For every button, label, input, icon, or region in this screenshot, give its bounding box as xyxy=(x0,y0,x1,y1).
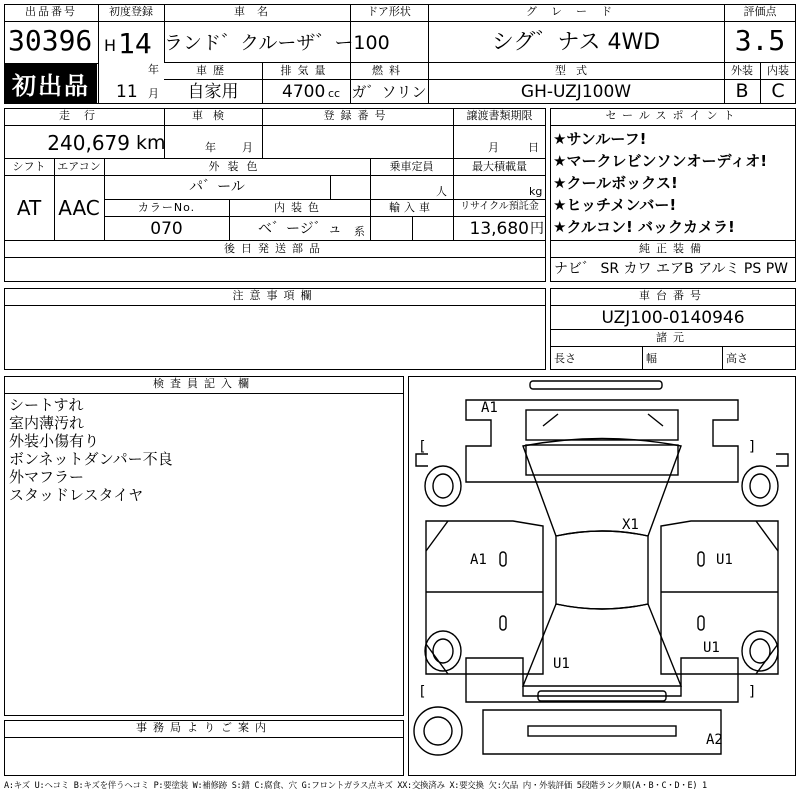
grade-label: グレード xyxy=(526,5,626,18)
displacement-unit: cc xyxy=(328,87,341,100)
inspection-year: 年 xyxy=(205,141,216,154)
inspector-note: スタッドレスタイヤ xyxy=(9,486,144,504)
later-parts-label: 後日発送部品 xyxy=(224,242,326,255)
capacity-unit: 人 xyxy=(436,185,447,198)
transfer-deadline-label: 譲渡書類期限 xyxy=(466,109,533,122)
fuel-value: ガ゛ソリン xyxy=(351,83,427,101)
sales-points-label: セールスポイント xyxy=(605,109,741,122)
model-label: 型式 xyxy=(555,64,597,77)
inspector-note: 外マフラー xyxy=(9,468,85,486)
car-name: ランド゛クルーザ゛ー100 xyxy=(164,32,390,54)
equipment-value: ナビ゛ SR カワ エアB アルミ PS PW xyxy=(554,261,788,277)
registration-month: 11 xyxy=(116,82,138,102)
exterior-color-label: 外装色 xyxy=(208,160,266,173)
year-unit: 年 xyxy=(148,63,159,76)
transfer-day: 日 xyxy=(528,141,539,154)
interior-color-value: ベ゛ージ゛ュ xyxy=(258,221,342,237)
inspector-notes-label: 検査員記入欄 xyxy=(153,377,255,390)
lot-number-label: 出品番号 xyxy=(25,5,77,18)
color-no-value: 070 xyxy=(150,219,183,239)
damage-mark-rear-right: U1 xyxy=(703,640,720,656)
first-listing-badge: 初出品 xyxy=(5,64,97,103)
inspector-note: 室内薄汚れ xyxy=(9,414,85,432)
shift-value: AT xyxy=(16,196,42,220)
era: H xyxy=(104,36,117,55)
damage-mark-front-left: A1 xyxy=(481,400,498,416)
exterior-label: 外装 xyxy=(731,64,753,77)
svg-text:]: ] xyxy=(748,439,757,455)
inspector-notes-list xyxy=(9,396,173,504)
fuel-label: 燃料 xyxy=(372,64,406,77)
sales-point-item: ★ヒッチメンバー! xyxy=(553,196,677,214)
sales-point-item: ★サンルーフ! xyxy=(553,130,647,148)
month-unit: 月 xyxy=(148,87,159,100)
recycle-value: 13,680 xyxy=(469,219,529,239)
sales-point-item: ★クールボックス! xyxy=(553,174,678,192)
lot-number: 30396 xyxy=(8,24,93,57)
svg-text:[: [ xyxy=(418,439,427,455)
equipment-label: 純正装備 xyxy=(639,242,707,255)
history-value: 自家用 xyxy=(187,82,239,102)
interior-color-unit: 系 xyxy=(354,225,365,238)
color-no-label: カラーNo. xyxy=(137,201,196,214)
recycle-unit: 円 xyxy=(530,221,544,237)
inspector-note: 外装小傷有り xyxy=(9,432,100,450)
score-label: 評価点 xyxy=(743,5,777,18)
car-name-label: 車名 xyxy=(234,5,280,18)
registration-year: 14 xyxy=(118,27,152,60)
model-value: GH-UZJ100W xyxy=(520,82,632,102)
score-value: 3.5 xyxy=(734,24,786,57)
capacity-label: 乗車定員 xyxy=(389,160,434,173)
mileage-unit: km xyxy=(136,132,166,154)
recycle-label: リサイクル預託金 xyxy=(460,201,539,212)
damage-mark-rear-bottom: A2 xyxy=(706,732,723,748)
length-label: 長さ xyxy=(554,352,576,365)
door-label: ドア形状 xyxy=(367,5,411,18)
specs-label: 諸元 xyxy=(656,331,690,344)
shift-label: シフト xyxy=(12,160,46,173)
inspection-label: 車検 xyxy=(192,109,234,122)
damage-mark-roof: X1 xyxy=(622,517,639,533)
damage-mark-right-door: U1 xyxy=(716,552,733,568)
reg-number-label: 登録番号 xyxy=(323,109,392,122)
car-damage-diagram xyxy=(408,376,796,776)
svg-text:]: ] xyxy=(748,684,757,700)
interior-label: 内装 xyxy=(767,64,789,77)
history-label: 車歴 xyxy=(196,64,230,77)
ac-label: エアコン xyxy=(57,160,101,173)
caution-label: 注意事項欄 xyxy=(232,289,318,302)
svg-text:[: [ xyxy=(418,684,427,700)
legend: A:キズ U:ヘコミ B:キズを伴うヘコミ P:要塗装 W:補修跡 S:錆 C:腐食、穴 G:フロントガラス点キズ XX:交換済み X:要交換 欠:欠品 内・外装評価 5段階ランク順(A・B・C・D・E) 1 xyxy=(4,781,707,791)
sales-points-list xyxy=(553,128,767,238)
damage-mark-rear-center: U1 xyxy=(553,656,570,672)
max-load-unit: kg xyxy=(529,185,543,198)
max-load-label: 最大積載量 xyxy=(472,160,527,173)
inspector-note: ボンネットダンパー不良 xyxy=(9,450,173,468)
mileage-value: 240,679 xyxy=(47,131,130,155)
interior-grade: C xyxy=(771,80,785,102)
chassis-label: 車台番号 xyxy=(639,289,707,302)
first-registration-label: 初度登録 xyxy=(109,5,153,18)
damage-mark-left-door: A1 xyxy=(470,552,487,568)
sales-point-item: ★マークレビンソンオーディオ! xyxy=(553,152,768,170)
exterior-grade: B xyxy=(735,80,749,102)
inspector-note: シートすれ xyxy=(9,396,84,414)
displacement-value: 4700 xyxy=(282,82,326,102)
sales-point-item: ★クルコン! バックカメラ! xyxy=(553,218,735,236)
interior-color-label: 内装色 xyxy=(274,201,325,214)
transfer-month: 月 xyxy=(488,141,499,154)
grade-value: シグ゛ナス 4WD xyxy=(491,30,661,55)
exterior-color-value: パ゛ール xyxy=(189,179,245,195)
import-label: 輸入車 xyxy=(389,201,434,214)
displacement-label: 排気量 xyxy=(280,64,332,77)
height-label: 高さ xyxy=(726,352,748,365)
office-notice-label: 事務局よりご案内 xyxy=(136,721,272,734)
inspection-month: 月 xyxy=(242,141,253,154)
ac-value: AAC xyxy=(58,196,100,220)
chassis-value: UZJ100-0140946 xyxy=(601,308,745,328)
mileage-label: 走行 xyxy=(59,109,109,122)
width-label: 幅 xyxy=(646,352,657,365)
